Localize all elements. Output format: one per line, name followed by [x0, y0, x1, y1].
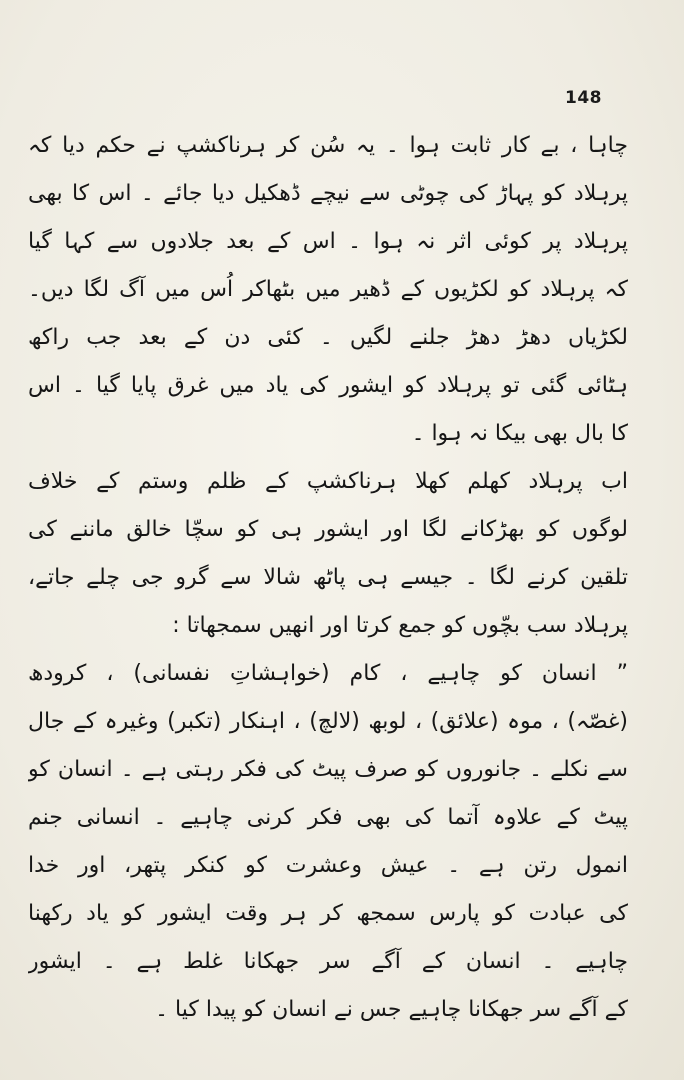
text-line: اب پرہلاد کھلم کھلا ہرناکشپ کے ظلم وستم کے خلاف [28, 469, 628, 494]
text-line: کے آگے سر جھکانا چاہیے جس نے انسان کو پیدا کیا ۔ [155, 997, 628, 1022]
text-line: انمول رتن ہے ۔ عیش وعشرت کو کنکر پتھر، اور خدا [28, 853, 628, 878]
text-line: کی عبادت کو پارس سمجھ کر ہر وقت ایشور کو یاد رکھنا [28, 901, 628, 926]
text-line: پرہلاد کو پہاڑ کی چوٹی سے نیچے ڈھکیل دیا جائے ۔ اس کا بھی [28, 181, 628, 206]
text-line: پرہلاد سب بچّوں کو جمع کرتا اور انھیں سمجھاتا : [172, 613, 628, 638]
text-line: کہ پرہلاد کو لکڑیوں کے ڈھیر میں بٹھاکر اُس میں آگ لگا دیں۔ [28, 277, 628, 302]
text-line: سے نکلے ۔ جانوروں کو صرف پیٹ کی فکر رہتی ہے ۔ انسان کو [28, 757, 628, 782]
text-line: ہٹائی گئی تو پرہلاد کو ایشور کی یاد میں غرق پایا گیا ۔ اس [28, 373, 628, 398]
text-line: ” انسان کو چاہیے ، کام (خواہشاتِ نفسانی) ، کرودھ [28, 661, 628, 686]
text-line: لوگوں کو بھڑکانے لگا اور ایشور ہی کو سچّا خالق ماننے کی [28, 517, 628, 542]
page-number: 148 [565, 88, 602, 108]
text-line: کا بال بھی بیکا نہ ہوا ۔ [411, 421, 628, 446]
text-line: (غصّہ) ، موہ (علائق) ، لوبھ (لالچ) ، اہنکار (تکبر) وغیرہ کے جال [28, 709, 628, 734]
text-line: پرہلاد پر کوئی اثر نہ ہوا ۔ اس کے بعد جلادوں سے کہا گیا [28, 229, 628, 254]
urdu-text-body [28, 124, 628, 1044]
text-line: چاہیے ۔ انسان کے آگے سر جھکانا غلط ہے ۔ ایشور [28, 949, 628, 974]
text-line: چاہا ، بے کار ثابت ہوا ۔ یہ سُن کر ہرناکشپ نے حکم دیا کہ [28, 133, 628, 158]
text-line: تلقین کرنے لگا ۔ جیسے ہی پاٹھ شالا سے گرو جی چلے جاتے، [28, 565, 628, 590]
text-line: پیٹ کے علاوہ آتما کی بھی فکر کرنی چاہیے ۔ انسانی جنم [28, 805, 628, 830]
text-line: لکڑیاں دھڑ دھڑ جلنے لگیں ۔ کئی دن کے بعد جب راکھ [28, 325, 628, 350]
